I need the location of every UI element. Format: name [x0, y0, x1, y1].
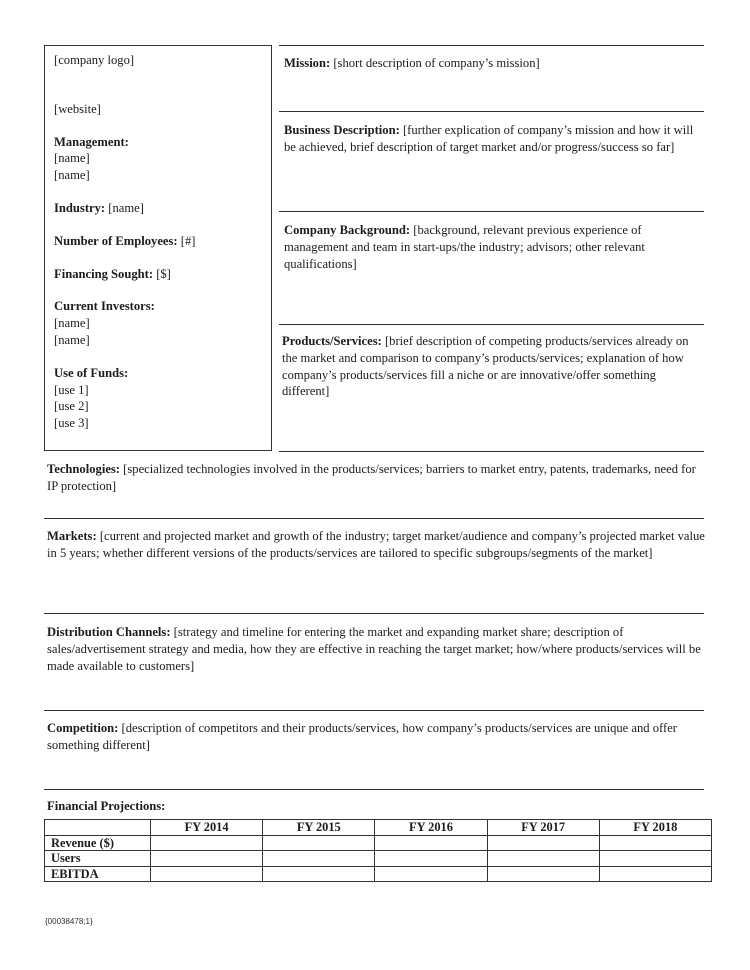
divider: [279, 324, 704, 325]
divider: [44, 518, 704, 519]
row-label: Users: [45, 851, 151, 867]
distribution-channels-text: [strategy and timeline for entering the market and expanding market share; description of sales/advertisement strategy and media, how they are effective in reaching the target market; how/where products/services will be made available to customers]: [47, 625, 701, 673]
investor-name-2: [name]: [54, 332, 90, 347]
use-of-funds-item-1: [use 1]: [54, 382, 89, 397]
table-row-revenue: [45, 835, 712, 851]
company-info-box: [44, 45, 272, 451]
industry-label: Industry:: [54, 200, 106, 215]
management-name-2: [name]: [54, 168, 90, 183]
document-id: {00038478;1}: [45, 917, 93, 926]
column-header-fy2016: FY 2016: [375, 820, 487, 836]
table-cell: [487, 866, 599, 882]
markets-section: [47, 528, 709, 562]
column-header-fy2014: FY 2014: [151, 820, 263, 836]
competition-section: [47, 720, 709, 754]
company-background-text: [background, relevant previous experience of management and team in start-ups/the industry; advisors; other relevant qualifications]: [284, 223, 645, 271]
financial-projections-title: Financial Projections:: [47, 799, 166, 813]
use-of-funds-item-2: [use 2]: [54, 399, 89, 414]
mission-section: [284, 55, 704, 72]
column-header-fy2018: FY 2018: [599, 820, 711, 836]
competition-label: Competition:: [47, 721, 119, 735]
technologies-text: [specialized technologies involved in the products/services; barriers to market entry, patents, trademarks, need for IP protection]: [47, 462, 696, 493]
row-label: Revenue ($): [45, 835, 151, 851]
use-of-funds-item-3: [use 3]: [54, 416, 89, 431]
markets-text: [current and projected market and growth of the industry; target market/audience and company’s projected market value in 5 years; whether different versions of the products/services are tailored to specific subgroups/segments of the market]: [47, 529, 705, 560]
industry-field: [54, 200, 265, 217]
financing-label: Financing Sought:: [54, 266, 154, 281]
business-description-label: Business Description:: [284, 123, 400, 137]
company-background-label: Company Background:: [284, 223, 411, 237]
table-cell: [599, 866, 711, 882]
employees-label: Number of Employees:: [54, 233, 178, 248]
table-row-users: [45, 851, 712, 867]
mission-label: Mission:: [284, 56, 331, 70]
table-cell: [487, 851, 599, 867]
table-cell: [599, 835, 711, 851]
technologies-label: Technologies:: [47, 462, 121, 476]
divider: [279, 451, 704, 452]
table-cell: [375, 851, 487, 867]
management-name-1: [name]: [54, 151, 90, 166]
divider: [279, 211, 704, 212]
divider: [279, 45, 704, 46]
table-cell: [263, 866, 375, 882]
products-services-text: [brief description of competing products/services already on the market and comparison to company’s products/services; explanation of how company’s products/services fill a niche or are innovative/offer something different]: [282, 334, 689, 399]
investors-label: Current Investors:: [54, 299, 155, 314]
table-cell: [487, 835, 599, 851]
technologies-section: [47, 461, 709, 495]
competition-text: [description of competitors and their products/services, how company’s products/services are unique and offer something different]: [47, 721, 677, 752]
table-cell: [375, 835, 487, 851]
business-description-section: [284, 122, 704, 156]
table-row-ebitda: [45, 866, 712, 882]
column-header: [45, 820, 151, 836]
distribution-channels-section: [47, 624, 709, 674]
row-label: EBITDA: [45, 866, 151, 882]
industry-value: [name]: [108, 200, 144, 215]
table-cell: [151, 835, 263, 851]
column-header-fy2015: FY 2015: [263, 820, 375, 836]
use-of-funds-label: Use of Funds:: [54, 365, 129, 380]
financing-field: [54, 266, 265, 283]
table-cell: [599, 851, 711, 867]
mission-text: [short description of company’s mission]: [333, 56, 540, 70]
table-cell: [263, 835, 375, 851]
divider: [44, 613, 704, 614]
table-header-row: [45, 820, 712, 836]
divider: [279, 111, 704, 112]
website-placeholder: [website]: [54, 101, 101, 116]
financial-projections-table: [44, 819, 712, 882]
financing-value: [$]: [156, 266, 171, 281]
company-background-section: [284, 222, 704, 272]
products-services-label: Products/Services:: [282, 334, 382, 348]
company-logo-placeholder: [company logo]: [54, 53, 135, 67]
divider: [44, 710, 704, 711]
products-services-section: [282, 333, 702, 400]
business-description-text: [further explication of company’s mission and how it will be achieved, brief description of target market and/or progress/success so far]: [284, 123, 694, 154]
column-header-fy2017: FY 2017: [487, 820, 599, 836]
table-cell: [151, 851, 263, 867]
investor-name-1: [name]: [54, 316, 90, 331]
markets-label: Markets:: [47, 529, 97, 543]
divider: [44, 789, 704, 790]
table-cell: [263, 851, 375, 867]
employees-field: [54, 233, 265, 250]
distribution-channels-label: Distribution Channels:: [47, 625, 171, 639]
employees-value: [#]: [180, 233, 196, 248]
management-label: Management:: [54, 134, 129, 149]
table-cell: [151, 866, 263, 882]
table-cell: [375, 866, 487, 882]
